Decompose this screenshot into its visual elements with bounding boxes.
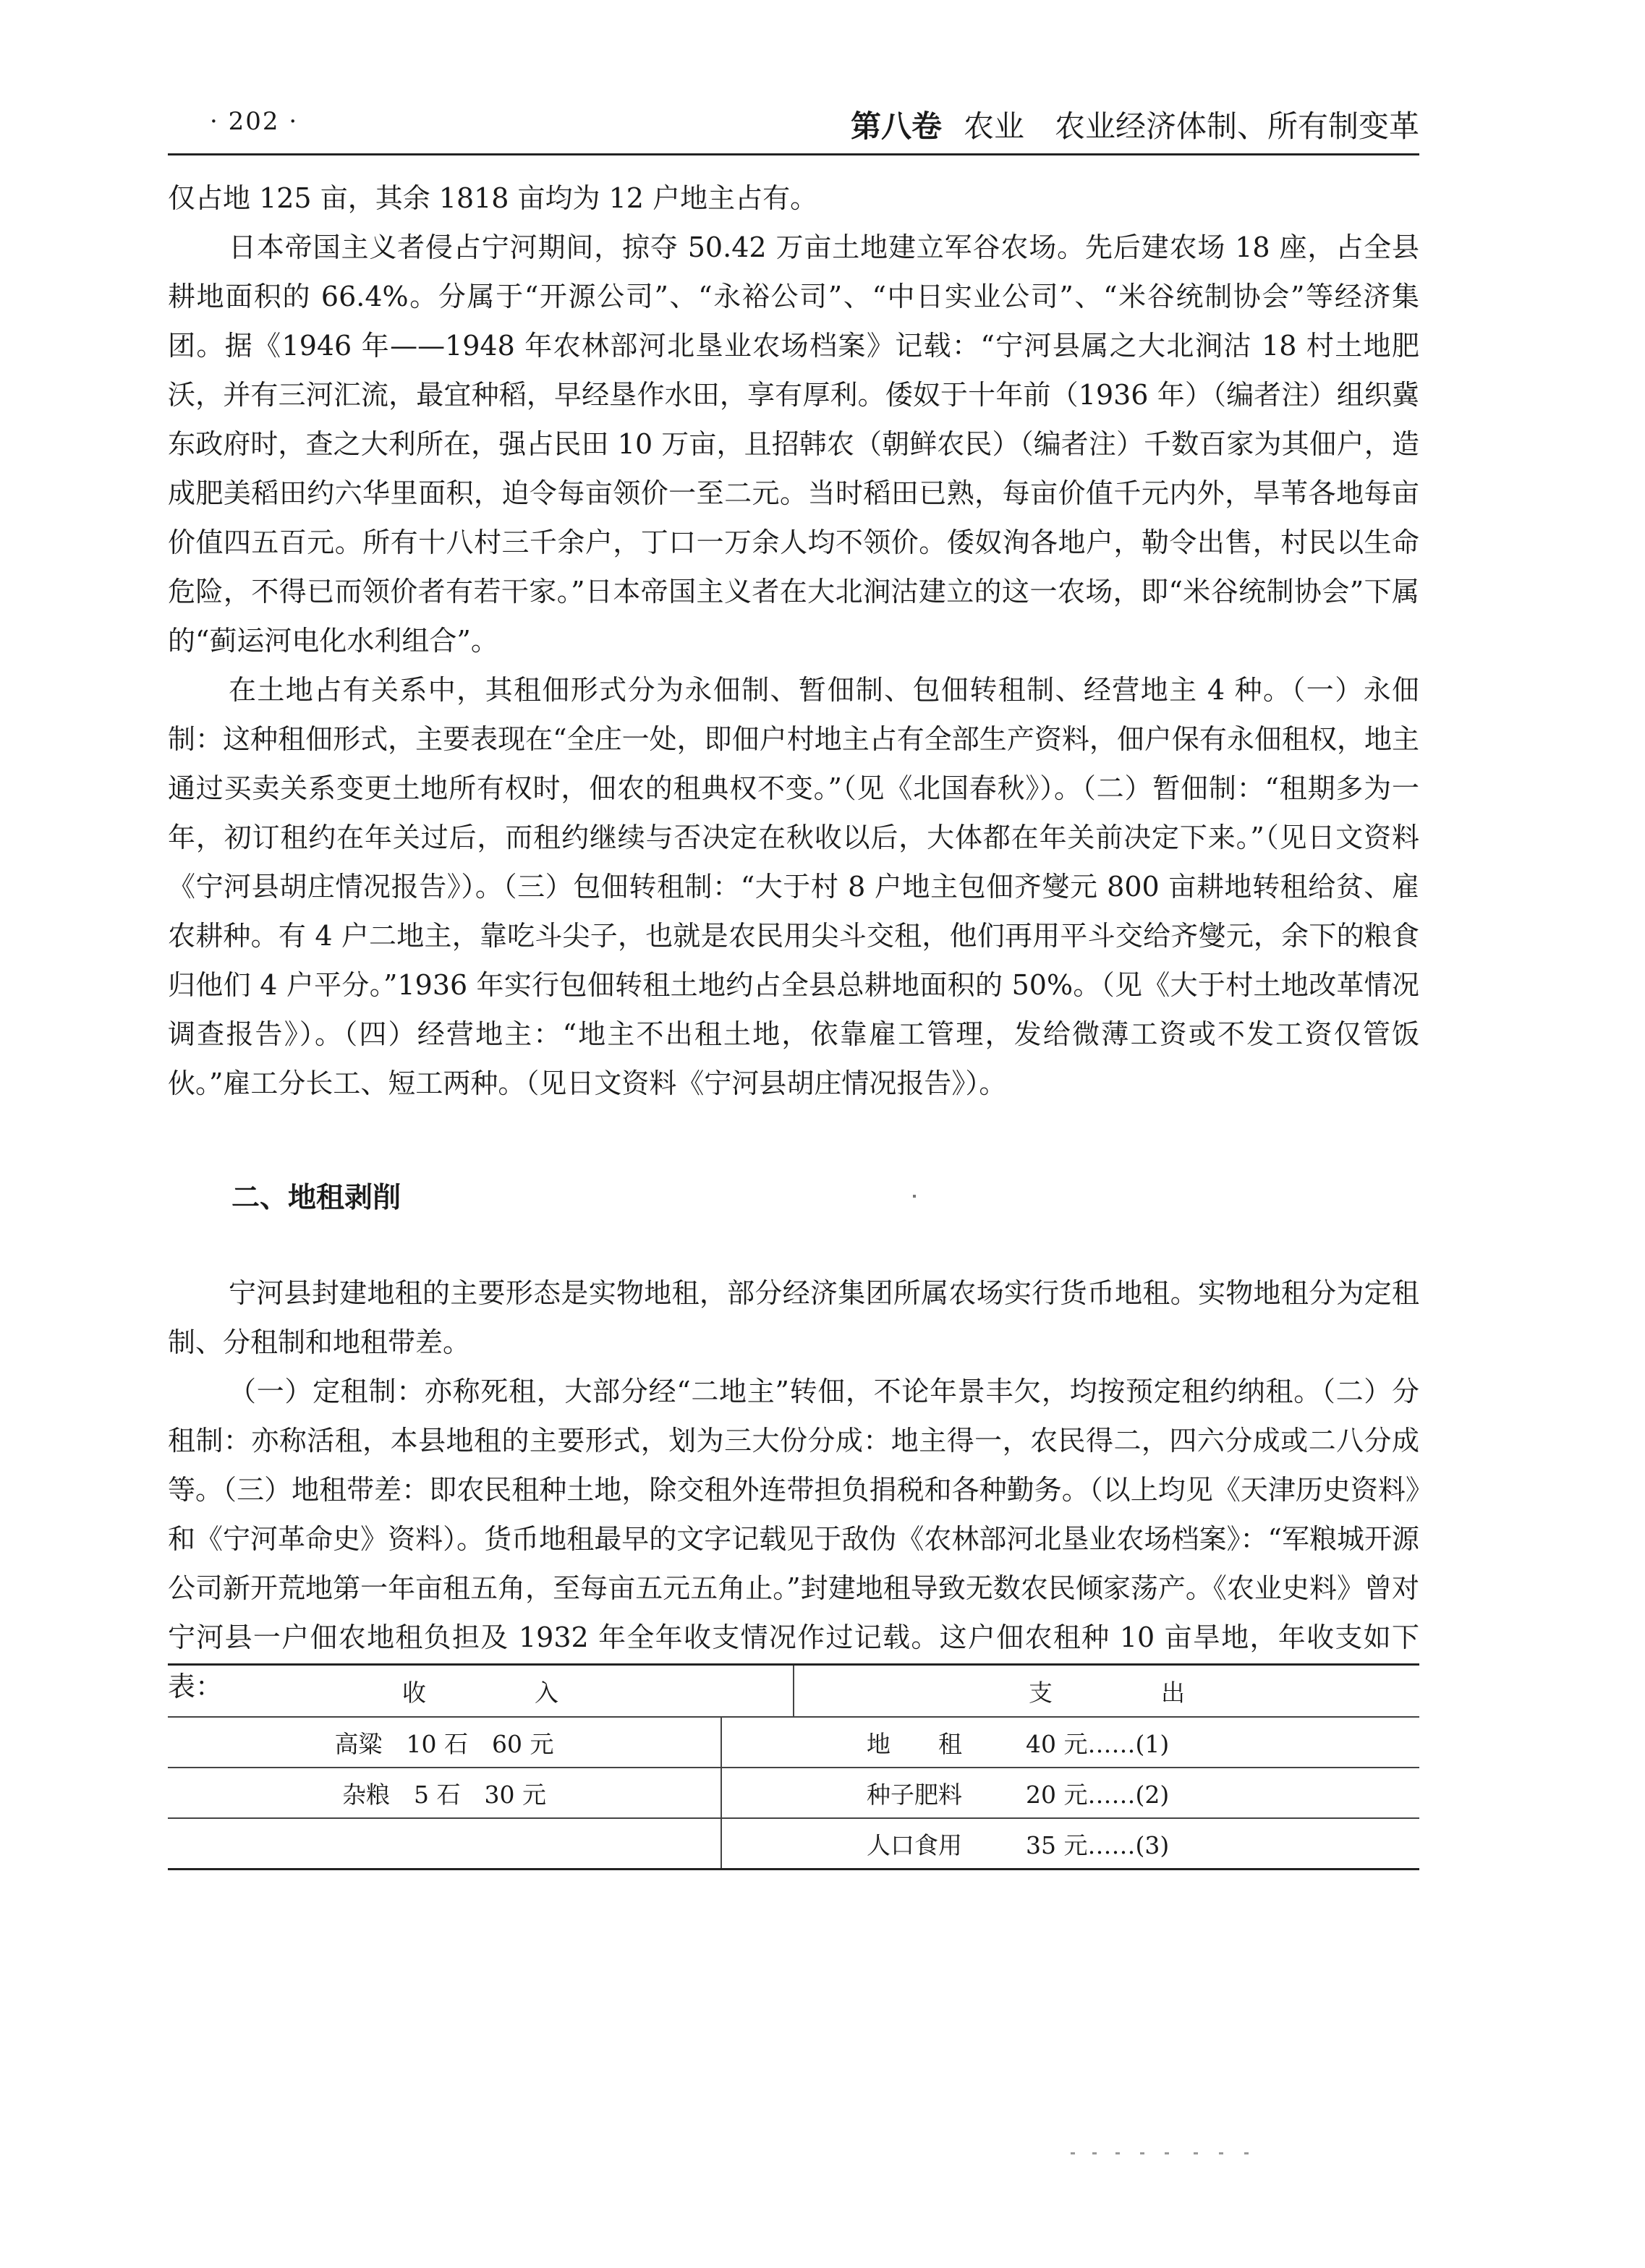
table-header-row <box>168 1666 1419 1716</box>
page-header <box>168 101 1419 145</box>
expense-header-char: 出 <box>1161 1678 1185 1707</box>
income-cell <box>168 1817 722 1868</box>
table-row <box>168 1716 1419 1767</box>
running-title <box>851 103 1419 146</box>
expense-item-value: 20 元……(2) <box>1026 1780 1170 1809</box>
income-header-char: 入 <box>535 1678 558 1707</box>
expense-cell <box>722 1716 1419 1767</box>
table-bottom-rule <box>168 1868 1419 1870</box>
scan-specks <box>1071 2152 1259 2157</box>
table-row <box>168 1767 1419 1817</box>
income-header-cell <box>168 1666 794 1716</box>
income-header-char: 收 <box>402 1678 426 1707</box>
expense-header-cell <box>794 1666 1419 1716</box>
header-rule <box>168 153 1419 155</box>
paragraph: 仅占地 125 亩，其余 1818 亩均为 12 户地主占有。 <box>168 182 818 214</box>
income-cell: 杂粮 5 石 30 元 <box>168 1767 722 1817</box>
expense-item-name: 地 租 <box>867 1729 962 1758</box>
paragraph: 宁河县封建地租的主要形态是实物地租，部分经济集团所属农场实行货币地租。实物地租分为定租制、分租制和地租带差。 <box>168 1277 1419 1358</box>
expense-item-value: 35 元……(3) <box>1026 1830 1170 1859</box>
income-expense-table <box>168 1663 1419 1870</box>
income-cell: 高粱 10 石 60 元 <box>168 1716 722 1767</box>
section-label: 农业 农业经济体制、所有制变革 <box>963 108 1419 144</box>
expense-item-value: 40 元……(1) <box>1026 1729 1170 1758</box>
section-heading: 二、地租剥削 <box>231 1181 401 1214</box>
expense-header-char: 支 <box>1029 1678 1053 1707</box>
paragraph: （一）定租制：亦称死租，大部分经“二地主”转佃，不论年景丰欠，均按预定租约纳租。（二）分租制：亦称活租，本县地租的主要形式，划为三大份分成：地主得一，农民得二，四六分成或二八分成等。（三）地租带差：即农民租种土地，除交租外连带担负捐税和各种勤务。（以上均见《天津历史资料》和《宁河革命史》资料）。货币地租最早的文字记载见于敌伪《农林部河北垦业农场档案》：“军粮城开源公司新开荒地第一年亩租五角，至每亩五元五角止。”封建地租导致无数农民倾家荡产。《农业史料》曾对宁河县一户佃农地租负担及 1932 年全年收支情况作过记载。这户佃农租种 10 亩旱地，年收支如下表： <box>168 1376 1419 1702</box>
expense-cell <box>722 1767 1419 1817</box>
volume-label: 第八卷 <box>850 108 942 144</box>
paragraph: 日本帝国主义者侵占宁河期间，掠夺 50.42 万亩土地建立军谷农场。先后建农场 18 座，占全县耕地面积的 66.4%。分属于“开源公司”、“永裕公司”、“中日实业公司”、“米谷统制协会”等经济集团。据《1946 年——1948 年农林部河北垦业农场档案》记载：“宁河县属之大北涧沽 18 村土地肥沃，并有三河汇流，最宜种稻，早经垦作水田，享有厚利。倭奴于十年前（1936 年）（编者注）组织冀东政府时，查之大利所在，强占民田 10 万亩，且招韩农（朝鲜农民）（编者注）千数百家为其佃户，造成肥美稻田约六华里面积，迫令每亩领价一至二元。当时稻田已熟，每亩价值千元内外，旱苇各地每亩价值四五百元。所有十八村三千余户，丁口一万余人均不领价。倭奴洵各地户，勒令出售，村民以生命危险，不得已而领价者有若干家。”日本帝国主义者在大北涧沽建立的这一农场，即“米谷统制协会”下属的“蓟运河电化水利组合”。 <box>168 231 1419 657</box>
paragraph: 在土地占有关系中，其租佃形式分为永佃制、暂佃制、包佃转租制、经营地主 4 种。（一）永佃制：这种租佃形式，主要表现在“全庄一处，即佃户村地主占有全部生产资料，佃户保有永佃租权，地主通过买卖关系变更土地所有权时，佃农的租典权不变。”（见《北国春秋》）。（二）暂佃制：“租期多为一年，初订租约在年关过后，而租约继续与否决定在秋收以后，大体都在年关前决定下来。”（见日文资料《宁河县胡庄情况报告》）。（三）包佃转租制：“大于村 8 户地主包佃齐燮元 800 亩耕地转租给贫、雇农耕种。有 4 户二地主，靠吃斗尖子，也就是农民用尖斗交租，他们再用平斗交给齐燮元，余下的粮食归他们 4 户平分。”1936 年实行包佃转租土地约占全县总耕地面积的 50%。（见《大于村土地改革情况调查报告》）。（四）经营地主：“地主不出租土地，依靠雇工管理，发给微薄工资或不发工资仅管饭伙。”雇工分长工、短工两种。（见日文资料《宁河县胡庄情况报告》）。 <box>168 674 1419 1099</box>
expense-item-name: 人口食用 <box>867 1830 962 1859</box>
expense-cell <box>722 1817 1419 1868</box>
expense-item-name: 种子肥料 <box>867 1780 962 1809</box>
table-row <box>168 1817 1419 1868</box>
page-number: · 202 · <box>210 107 299 136</box>
body-text <box>168 174 1419 1711</box>
scan-speck <box>913 1195 916 1198</box>
